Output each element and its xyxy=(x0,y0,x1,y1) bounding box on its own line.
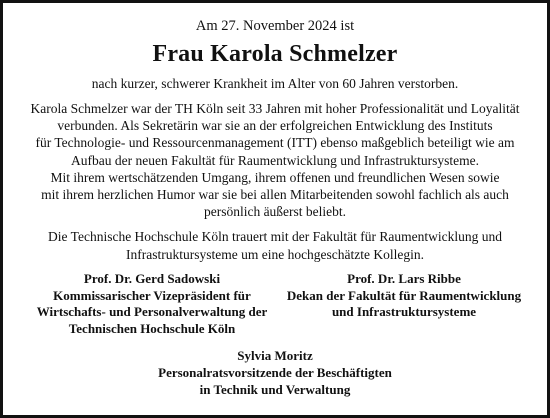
subline: nach kurzer, schwerer Krankheit im Alter von 60 Jahren verstorben. xyxy=(91,76,459,91)
paragraph-mourning xyxy=(17,228,533,262)
signer-title: Wirtschafts- und Personalverwaltung der xyxy=(36,304,268,320)
signer-title: Dekan der Fakultät für Raumentwicklung xyxy=(286,287,522,303)
signer-title: in Technik und Verwaltung xyxy=(199,381,351,397)
tribute-line: verbunden. Als Sekretärin war sie an der erfolgreichen Entwicklung des Instituts xyxy=(57,118,493,134)
signer-title: und Infrastruktursysteme xyxy=(331,304,477,320)
signers-row xyxy=(17,271,533,338)
tribute-line: persönlich äußerst beliebt. xyxy=(203,204,347,220)
intro-line: Am 27. November 2024 ist xyxy=(195,18,355,34)
tribute-line: Mit ihrem wertschätzenden Umgang, ihrem offenen und freundlichen Wesen sowie xyxy=(50,169,500,185)
tribute-line: Karola Schmelzer war der TH Köln seit 33 Jahren mit hoher Professionalität und Loyalität xyxy=(30,101,520,116)
signer-name: Prof. Dr. Lars Ribbe xyxy=(347,270,461,286)
signer-name: Prof. Dr. Gerd Sadowski xyxy=(83,270,221,286)
tribute-line: Aufbau der neuen Fakultät für Raumentwicklung und Infrastruktursysteme. xyxy=(71,152,479,168)
signer-title: Technischen Hochschule Köln xyxy=(68,321,236,337)
deceased-name: Frau Karola Schmelzer xyxy=(152,41,398,67)
mourning-line: Die Technische Hochschule Köln trauert mit der Fakultät für Raumentwicklung und xyxy=(48,229,502,245)
mourning-line: Infrastruktursysteme um eine hochgeschätzte Kollegin. xyxy=(125,246,425,262)
signer-title: Personalratsvorsitzende der Beschäftigten xyxy=(158,364,392,380)
tribute-line: mit ihrem herzlichen Humor war sie bei allen Mitarbeitenden sowohl fachlich als auch xyxy=(41,187,509,203)
tribute-line: für Technologie- und Ressourcenmanagement (ITT) ebenso maßgeblich beteiligt wie am xyxy=(35,135,515,151)
signer-sadowski xyxy=(27,271,277,338)
signer-title: Kommissarischer Vizepräsident für xyxy=(53,287,251,303)
signer-name: Sylvia Moritz xyxy=(237,348,313,364)
paragraph-tribute xyxy=(17,100,533,220)
signer-moritz xyxy=(17,348,533,398)
signer-ribbe xyxy=(279,271,529,338)
